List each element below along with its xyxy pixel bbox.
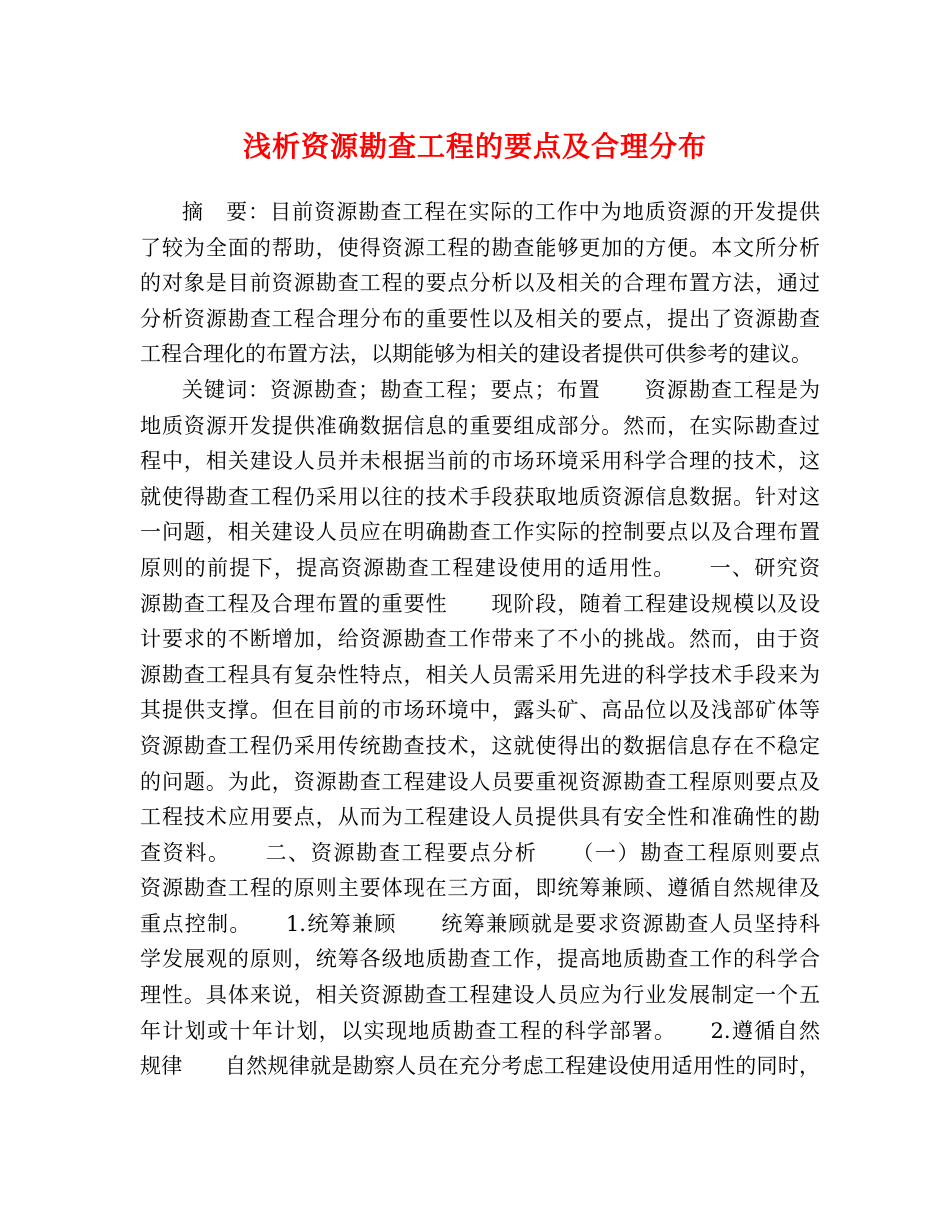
text-line: 了较为全面的帮助，使得资源工程的勘查能够更加的方便。本文所分析: [140, 235, 820, 260]
document-body: [140, 195, 820, 1085]
text-line: 源勘查工程具有复杂性特点，相关人员需采用先进的科学技术手段来为: [140, 662, 820, 687]
text-line: 的对象是目前资源勘查工程的要点分析以及相关的合理布置方法，通过: [140, 271, 820, 296]
text-line: 资源勘查工程的原则主要体现在三方面，即统筹兼顾、遵循自然规律及: [140, 876, 820, 901]
text-line: 学发展观的原则，统筹各级地质勘查工作，提高地质勘查工作的科学合: [140, 947, 820, 972]
text-line: 地质资源开发提供准确数据信息的重要组成部分。然而，在实际勘查过: [140, 413, 820, 438]
text-line: 关键词：资源勘查；勘查工程；要点；布置 资源勘查工程是为: [182, 377, 820, 402]
text-line: 计要求的不断增加，给资源勘查工作带来了不小的挑战。然而，由于资: [140, 627, 820, 652]
text-line: 年计划或十年计划，以实现地质勘查工程的科学部署。 2.遵循自然: [140, 1018, 820, 1043]
text-line: 其提供支撑。但在目前的市场环境中，露头矿、高品位以及浅部矿体等: [140, 698, 820, 723]
text-line: 工程技术应用要点，从而为工程建设人员提供具有安全性和准确性的勘: [140, 805, 820, 830]
text-line: 资源勘查工程仍采用传统勘查技术，这就使得出的数据信息存在不稳定: [140, 733, 820, 758]
text-line: 一问题，相关建设人员应在明确勘查工作实际的控制要点以及合理布置: [140, 520, 820, 545]
text-line: 分析资源勘查工程合理分布的重要性以及相关的要点，提出了资源勘查: [140, 306, 820, 331]
text-line: 查资料。 二、资源勘查工程要点分析 （一）勘查工程原则要点: [140, 840, 820, 865]
text-line: 重点控制。 1.统筹兼顾 统筹兼顾就是要求资源勘查人员坚持科: [140, 911, 820, 936]
text-line: 程中，相关建设人员并未根据当前的市场环境采用科学合理的技术，这: [140, 449, 820, 474]
text-line: 摘 要：目前资源勘查工程在实际的工作中为地质资源的开发提供: [182, 200, 820, 224]
text-line: 理性。具体来说，相关资源勘查工程建设人员应为行业发展制定一个五: [140, 983, 820, 1008]
text-line: 源勘查工程及合理布置的重要性 现阶段，随着工程建设规模以及设: [140, 591, 820, 616]
text-line: 工程合理化的布置方法，以期能够为相关的建设者提供可供参考的建议。: [140, 342, 812, 367]
text-line: 原则的前提下，提高资源勘查工程建设使用的适用性。 一、研究资: [140, 555, 820, 580]
document-title: 浅析资源勘查工程的要点及合理分布: [242, 130, 707, 163]
text-line: 的问题。为此，资源勘查工程建设人员要重视资源勘查工程原则要点及: [140, 769, 820, 794]
text-line: 规律 自然规律就是勘察人员在充分考虑工程建设使用适用性的同时，: [140, 1054, 820, 1079]
text-line: 就使得勘查工程仍采用以往的技术手段获取地质资源信息数据。针对这: [140, 484, 820, 509]
